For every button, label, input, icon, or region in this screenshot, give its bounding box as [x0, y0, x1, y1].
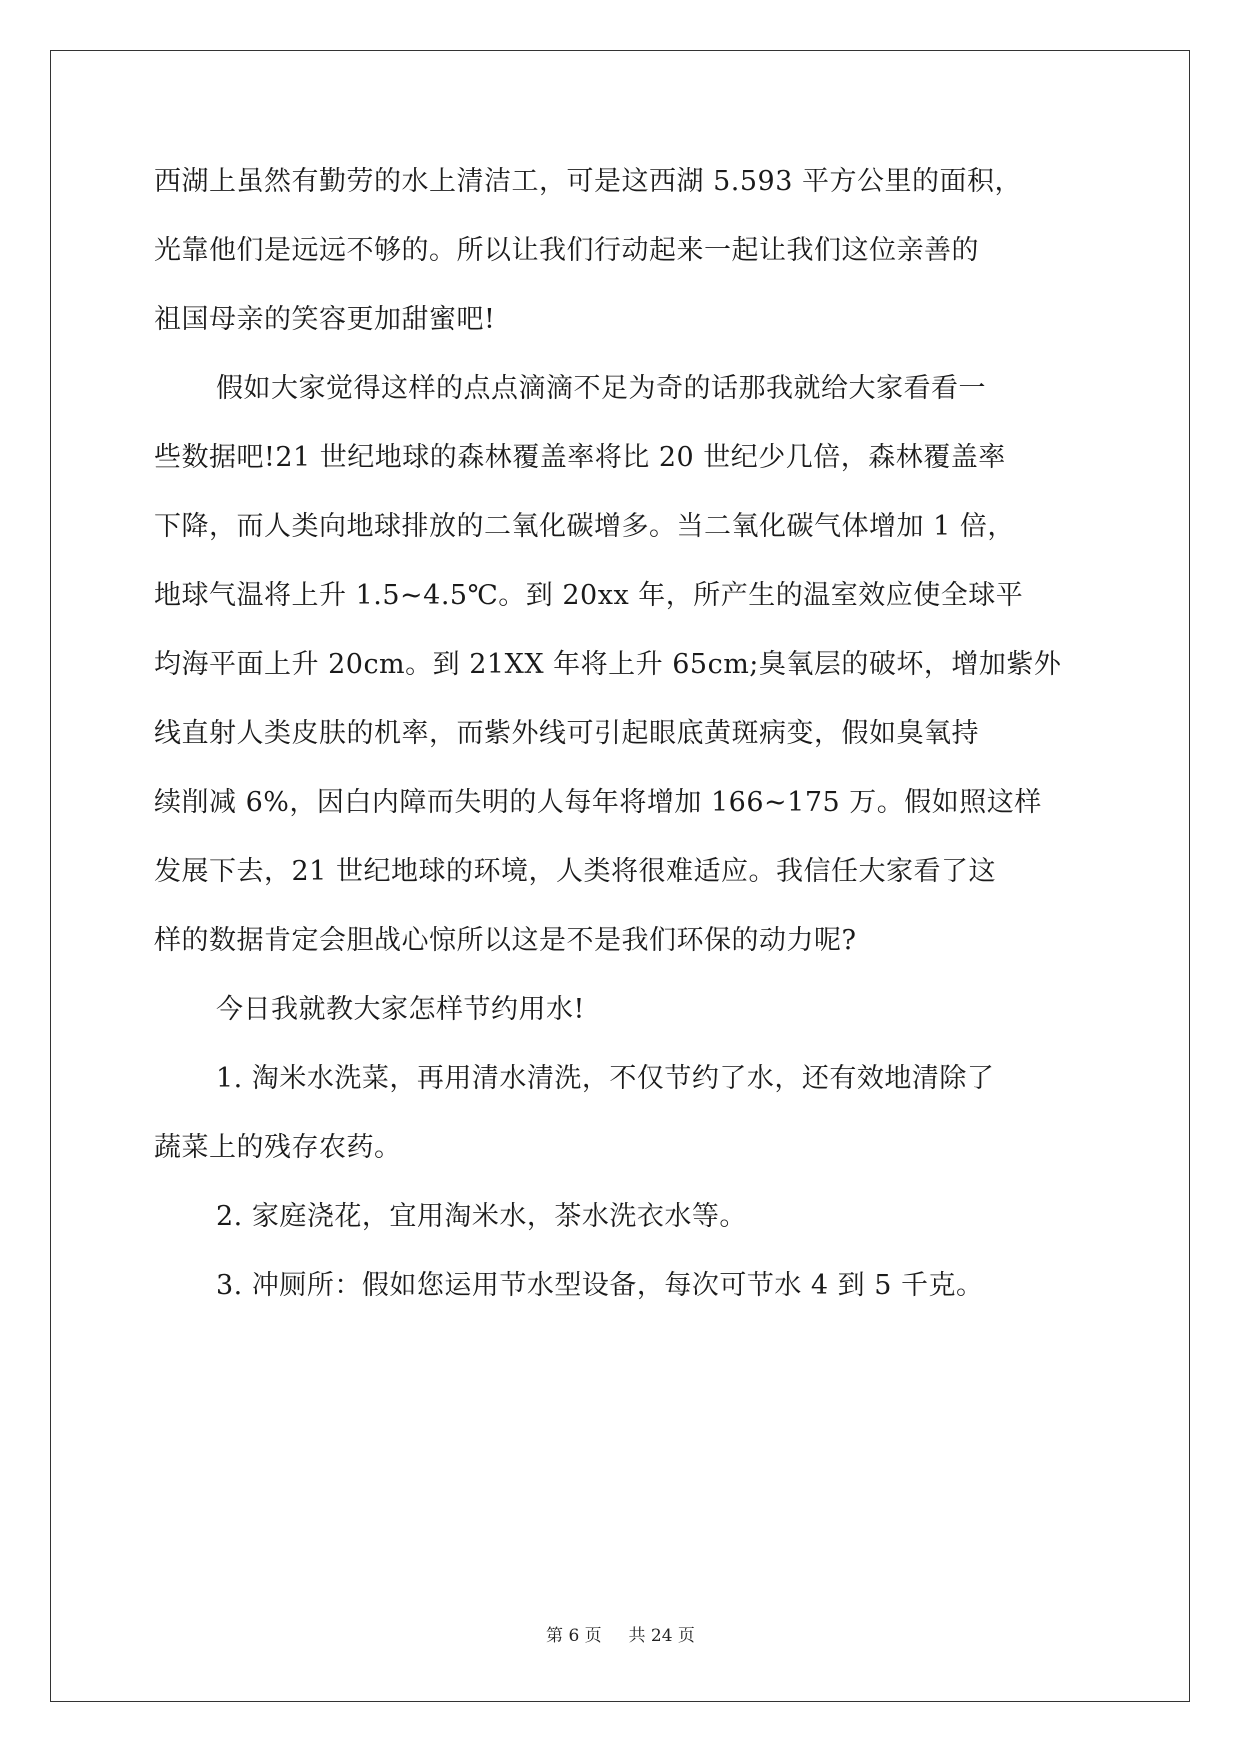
paragraph-start-line: 今日我就教大家怎样节约用水! — [216, 994, 585, 1025]
text-line: 西湖上虽然有勤劳的水上清洁工，可是这西湖 5.593 平方公里的面积， — [154, 166, 1022, 197]
page-total: 共 24 页 — [628, 1626, 695, 1646]
page-number: 第 6 页 — [546, 1626, 602, 1646]
text-line: 发展下去，21 世纪地球的环境，人类将很难适应。我信任大家看了这 — [154, 856, 996, 887]
text-line: 线直射人类皮肤的机率，而紫外线可引起眼底黄斑病变，假如臭氧持 — [154, 718, 979, 749]
paragraph-start-line: 假如大家觉得这样的点点滴滴不足为奇的话那我就给大家看看一 — [216, 373, 986, 404]
text-line: 续削减 6%，因白内障而失明的人每年将增加 166~175 万。假如照这样 — [154, 787, 1042, 818]
list-item-3-line: 3. 冲厕所：假如您运用节水型设备，每次可节水 4 到 5 千克。 — [216, 1270, 984, 1301]
text-line: 下降，而人类向地球排放的二氧化碳增多。当二氧化碳气体增加 1 倍， — [154, 511, 1015, 542]
page-footer — [0, 1621, 1241, 1646]
text-line: 光靠他们是远远不够的。所以让我们行动起来一起让我们这位亲善的 — [154, 235, 979, 266]
text-line: 些数据吧!21 世纪地球的森林覆盖率将比 20 世纪少几倍，森林覆盖率 — [154, 442, 1006, 473]
text-line: 地球气温将上升 1.5~4.5℃。到 20xx 年，所产生的温室效应使全球平 — [154, 580, 1024, 611]
text-line: 祖国母亲的笑容更加甜蜜吧! — [154, 304, 496, 335]
text-line: 样的数据肯定会胆战心惊所以这是不是我们环保的动力呢? — [154, 925, 857, 956]
list-item-1-line: 1. 淘米水洗菜，再用清水清洗，不仅节约了水，还有效地清除了 — [216, 1063, 995, 1094]
text-line: 均海平面上升 20cm。到 21XX 年将上升 65cm;臭氧层的破坏，增加紫外 — [154, 649, 1062, 680]
list-item-2-line: 2. 家庭浇花，宜用淘米水，茶水洗衣水等。 — [216, 1201, 747, 1232]
list-item-1-continuation: 蔬菜上的残存农药。 — [154, 1132, 402, 1163]
